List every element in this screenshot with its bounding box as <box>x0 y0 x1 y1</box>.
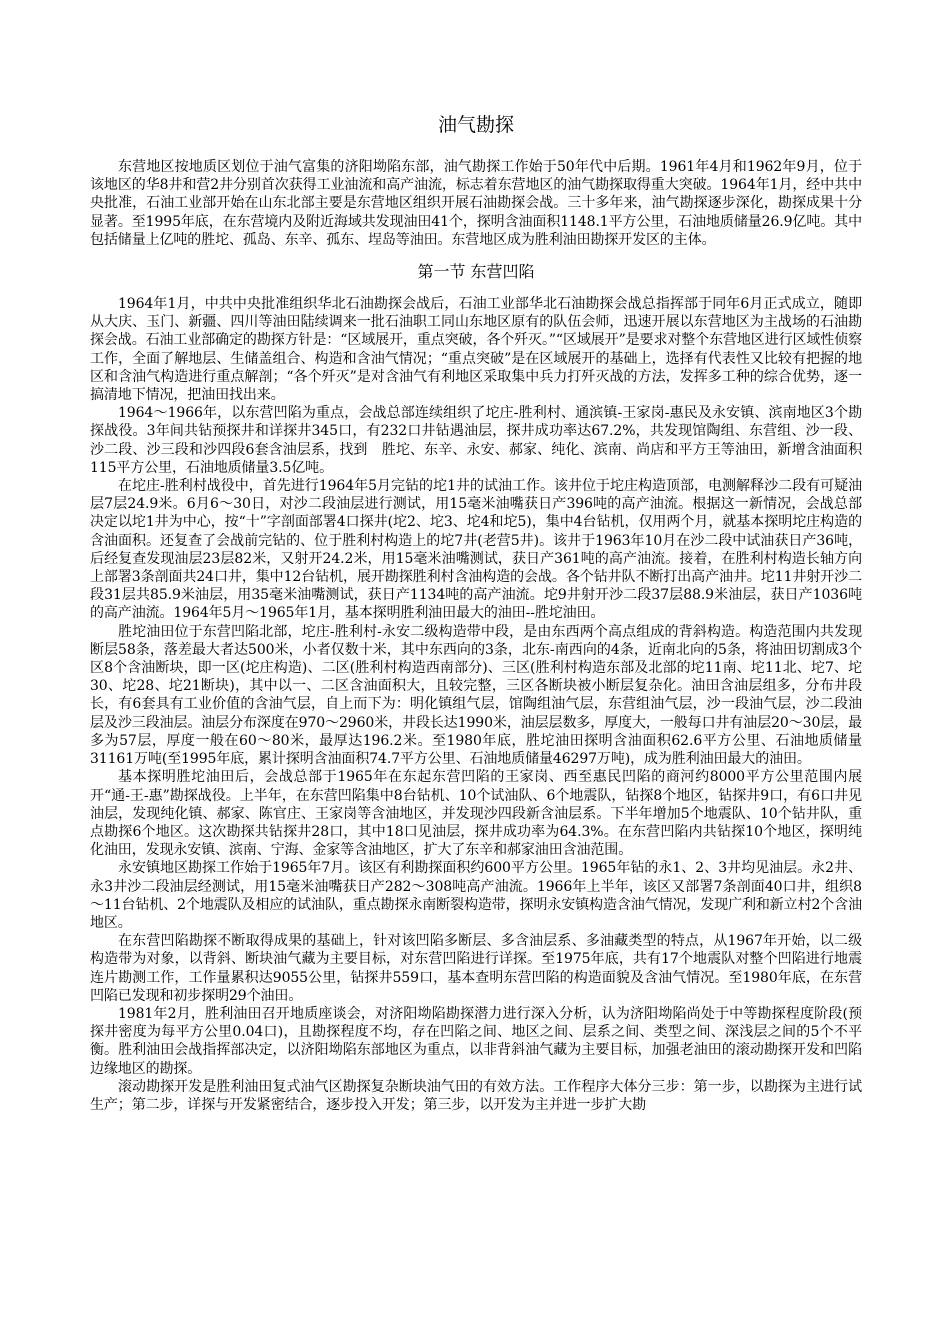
body-paragraph: 1981年2月，胜利油田召开地质座谈会，对济阳坳陷勘探潜力进行深入分析，认为济阳坳陷尚处于中等勘探程度阶段(预探井密度为每平方公里0.04口)，且勘探程度不均，存在凹陷之间、地区之间、层系之间、类型之间、深浅层之间的5个不平衡。胜利油田会战指挥部决定，以济阳坳陷东部地区为重点，以非背斜油气藏为主要目标，加强老油田的滚动勘探开发和凹陷边缘地区的勘探。 <box>90 1005 862 1077</box>
document-body <box>90 112 862 1114</box>
body-paragraph: 永安镇地区勘探工作始于1965年7月。该区有利勘探面积约600平方公里。1965年钻的永1、2、3井均见油层。永2井、永3井沙二段油层经测试，用15毫米油嘴获日产282～308吨高产油流。1966年上半年，该区又部署7条剖面40口井，组织8～11台钻机、2个地震队及相应的试油队，重点勘探永南断裂构造带，探明永安镇构造含油气情况，发现广利和新立村2个含油地区。 <box>90 860 862 931</box>
document-title: 油气勘探 <box>437 114 514 136</box>
body-paragraph: 在坨庄-胜利村战役中，首先进行1964年5月完钻的坨1井的试油工作。该井位于坨庄构造顶部，电测解释沙二段有可疑油层7层24.9米。6月6～30日，对沙二段油层进行测试，用15毫米油嘴获日产396吨的高产油流。根据这一新情况，会战总部决定以坨1井为中心，按“十”字剖面部署4口探井(坨2、坨3、坨4和坨5)，集中4台钻机，仅用两个月，就基本探明坨庄构造的含油面积。还复查了会战前完钻的、位于胜利村构造上的坨7井(老营5井)。该井于1963年10月在沙二段中试油获日产36吨，后经复查发现油层23层82米，又射开24.2米，用15毫米油嘴测试，获日产361吨的高产油流。接着，在胜利村构造长轴方向上部署3条剖面共24口井，集中12台钻机，展开勘探胜利村含油构造的会战。各个钻井队不断打出高产油井。坨11井射开沙二段31层共85.9米油层，用35毫米油嘴测试，获日产1134吨的高产油流。坨9井射开沙二段37层88.9米油层，获日产1036吨的高产油流。1964年5月～1965年1月，基本探明胜利油田最大的油田--胜坨油田。 <box>90 478 862 622</box>
body-paragraph: 1964年1月，中共中央批准组织华北石油勘探会战后，石油工业部华北石油勘探会战总指挥部于同年6月正式成立，随即从大庆、玉门、新疆、四川等油田陆续调来一批石油职工同山东地区原有的队伍会师，迅速开展以东营地区为主战场的石油勘探会战。石油工业部确定的勘探方针是：“区域展开，重点突破，各个歼灭。”“区域展开”是要求对整个东营地区进行区域性侦察工作，全面了解地层、生储盖组合、构造和含油气情况；“重点突破”是在区域展开的基础上，选择有代表性又比较有把握的地区和含油气构造进行重点解剖；“各个歼灭”是对含油气有利地区采取集中兵力打歼灭战的方法，发挥多工种的综合优势，逐一搞清地下情况，把油田找出来。 <box>90 296 862 404</box>
body-paragraph: 基本探明胜坨油田后，会战总部于1965年在东起东营凹陷的王家岗、西至惠民凹陷的商河约8000平方公里范围内展开“通-王-惠”勘探战役。上半年，在东营凹陷集中8台钻机、10个试油队、6个地震队，钻探8个地区，钻探井9口，有6口井见油层，发现纯化镇、郝家、陈官庄、王家岗等含油地区，并发现沙四段新含油层系。下半年增加5个地震队、10个钻井队，重点勘探6个地区。这次勘探共钻探井28口，其中18口见油层，探井成功率为64.3%。在东营凹陷内共钻探10个地区，探明纯化油田，发现永安镇、滨南、宁海、金家等含油地区，扩大了东辛和郝家油田含油范围。 <box>90 769 862 859</box>
body-paragraph: 1964～1966年，以东营凹陷为重点，会战总部连续组织了坨庄-胜利村、通滨镇-王家岗-惠民及永安镇、滨南地区3个勘探战役。3年间共钻预探井和详探井345口，有232口井钻遇油层，探井成功率达67.2%，共发现馆陶组、东营组、沙一段、沙二段、沙三段和沙四段6套含油层系，找到 胜坨、东辛、永安、郝家、纯化、滨南、尚店和平方王等油田，新增含油面积115平方公里，石油地质储量3.5亿吨。 <box>90 405 862 476</box>
intro-paragraph: 东营地区按地质区划位于油气富集的济阳坳陷东部，油气勘探工作始于50年代中后期。1961年4月和1962年9月，位于该地区的华8井和营2井分别首次获得工业油流和高产油流，标志着东营地区的油气勘探取得重大突破。1964年1月，经中共中央批准，石油工业部开始在山东北部主要是东营地区组织开展石油勘探会战。三十多年来，油气勘探逐步深化，勘探成果十分显著。至1995年底，在东营境内及附近海域共发现油田41个，探明含油面积1148.1平方公里，石油地质储量26.9亿吨。其中包括储量上亿吨的胜坨、孤岛、东辛、孤东、埕岛等油田。东营地区成为胜利油田勘探开发区的主体。 <box>90 159 862 248</box>
body-paragraph: 胜坨油田位于东营凹陷北部，坨庄-胜利村-永安二级构造带中段，是由东西两个高点组成的背斜构造。构造范围内共发现断层58条，落差最大者达500米，小者仅数十米，其中东西向的3条，北东-南西向的4条，近南北向的5条，将油田切割成3个区8个含油断块，即一区(坨庄构造)、二区(胜利村构造西南部分)、三区(胜利村构造东部及北部的坨11南、坨11北、坨7、坨30、坨28、坨21断块)，其中以一、二区含油面积大，且较完整，三区各断块被小断层复杂化。油田含油层组多，分布井段长，有6套具有工业价值的含油气层，自上而下为：明化镇组气层，馆陶组油气层，东营组油气层，沙一段油气层，沙二段油层及沙三段油层。油层分布深度在970～2960米，井段长达1990米，油层层数多，厚度大，一般每口井有油层20～30层，最多为57层，厚度一般在60～80米，最厚达196.2米。至1980年底，胜坨油田探明含油面积62.6平方公里、石油地质储量31161万吨(至1995年底，累计探明含油面积74.7平方公里、石油地质储量46297万吨)，成为胜利油田最大的油田。 <box>90 623 862 768</box>
body-paragraph: 滚动勘探开发是胜利油田复式油气区勘探复杂断块油气田的有效方法。工作程序大体分三步：第一步，以勘探为主进行试生产；第二步，详探与开发紧密结合，逐步投入开发；第三步，以开发为主并进一步扩大勘 <box>90 1078 862 1113</box>
body-paragraph: 在东营凹陷勘探不断取得成果的基础上，针对该凹陷多断层、多含油层系、多油藏类型的特点，从1967年开始，以二级构造带为对象，以背斜、断块油气藏为主要目标，对东营凹陷进行详探。至1975年底，共有17个地震队对整个凹陷进行地震连片勘测工作，工作量累积达9055公里，钻探井559口，基本查明东营凹陷的构造面貌及含油气情况。至1980年底，在东营凹陷已发现和初步探明29个油田。 <box>90 933 862 1004</box>
section-heading: 第一节 东营凹陷 <box>417 262 535 282</box>
